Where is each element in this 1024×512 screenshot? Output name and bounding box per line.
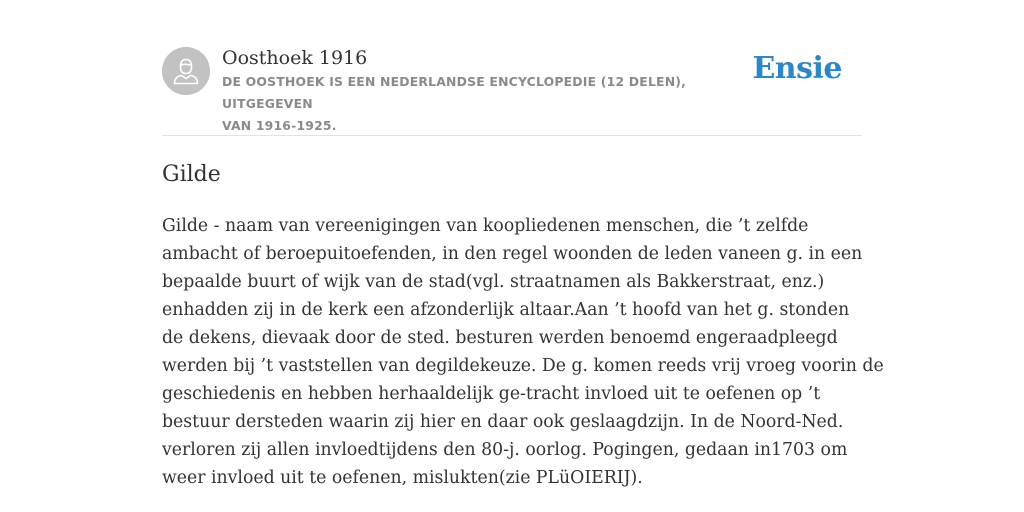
entry-title: Gilde — [162, 162, 221, 187]
source-title[interactable]: Oosthoek 1916 — [222, 47, 368, 69]
entry-body-line: bepaalde buurt of wijk van de stad(vgl. straatnamen als Bakkerstraat, enz.) — [162, 272, 825, 292]
entry-body-line: de dekens, dievaak door de sted. besturen werden benoemd engeraadpleegd — [162, 328, 838, 348]
user-avatar-icon[interactable] — [162, 47, 210, 95]
entry-body-line: verloren zij allen invloedtijdens den 80-j. oorlog. Pogingen, gedaan in1703 om — [162, 440, 848, 460]
entry-body — [162, 212, 884, 492]
header-divider — [162, 135, 862, 136]
entry-body-line: Gilde - naam van vereenigingen van koopliedenen menschen, die ’t zelfde — [162, 216, 809, 236]
source-description — [222, 71, 762, 137]
entry-body-line: werden bij ’t vaststellen van degildekeuze. De g. komen reeds vrij vroeg voorin de — [162, 356, 884, 376]
source-description-line: DE OOSTHOEK IS EEN NEDERLANDSE ENCYCLOPEDIE (12 DELEN), UITGEGEVEN — [222, 74, 687, 111]
source-description-line: VAN 1916-1925. — [222, 118, 337, 133]
source-header — [162, 46, 862, 133]
entry-body-line: enhadden zij in de kerk een afzonderlijk altaar.Aan ’t hoofd van het g. stonden — [162, 300, 850, 320]
entry-body-line: bestuur dersteden waarin zij hier en daar ook geslaagdzijn. In de Noord-Ned. — [162, 412, 844, 432]
entry-body-line: ambacht of beroepuitoefenden, in den regel woonden de leden vaneen g. in een — [162, 244, 863, 264]
entry-body-line: geschiedenis en hebben herhaaldelijk ge-tracht invloed uit te oefenen op ’t — [162, 384, 821, 404]
ensie-logo[interactable]: Ensie — [752, 51, 842, 86]
entry-body-line: weer invloed uit te oefenen, mislukten(zie PLüOIERIJ). — [162, 468, 643, 488]
